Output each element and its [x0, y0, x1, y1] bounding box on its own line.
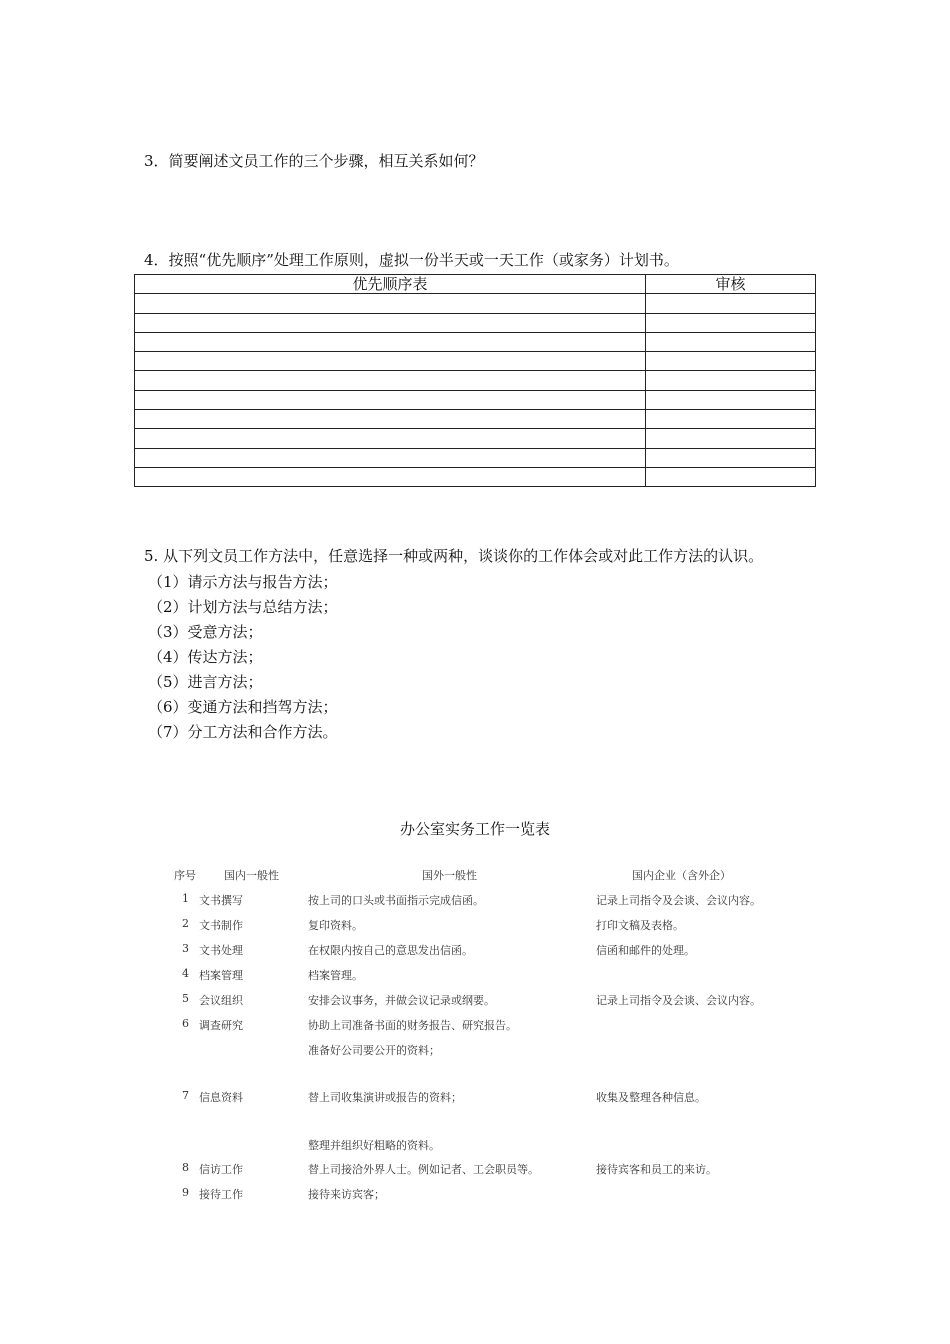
- row-category: 接待工作: [199, 1188, 243, 1201]
- row-number: 2: [182, 917, 189, 930]
- priority-table-row: [135, 448, 816, 467]
- row-category: 调查研究: [199, 1019, 243, 1032]
- row-category: 文书处理: [199, 944, 243, 957]
- method-item: （2）计划方法与总结方法；: [148, 598, 338, 616]
- row-category: 信息资料: [199, 1091, 243, 1104]
- row-enterprise: 记录上司指令及会谈、会议内容。: [596, 894, 761, 907]
- priority-table-row: [135, 294, 816, 313]
- method-item: （5）进言方法；: [148, 673, 263, 691]
- priority-table-header: [135, 275, 816, 294]
- review-cell: [646, 390, 816, 409]
- review-cell: [646, 467, 816, 486]
- header-enterprise: 国内企业（含外企）: [632, 869, 731, 882]
- row-category: 文书制作: [199, 919, 243, 932]
- priority-order-header: 优先顺序表: [135, 275, 646, 294]
- header-foreign: 国外一般性: [422, 869, 477, 882]
- header-domestic: 国内一般性: [224, 869, 279, 882]
- priority-cell: [135, 467, 646, 486]
- row-number: 3: [182, 942, 189, 955]
- priority-cell: [135, 429, 646, 448]
- row-enterprise: 接待宾客和员工的来访。: [596, 1163, 717, 1176]
- priority-table-row: [135, 313, 816, 332]
- row-foreign-extra: 整理并组织好粗略的资料。: [308, 1139, 440, 1152]
- priority-table-row: [135, 332, 816, 351]
- priority-table-row: [135, 371, 816, 390]
- priority-cell: [135, 352, 646, 371]
- row-enterprise: 记录上司指令及会谈、会议内容。: [596, 994, 761, 1007]
- priority-cell: [135, 410, 646, 429]
- priority-cell: [135, 448, 646, 467]
- question-3: 3．简要阐述文员工作的三个步骤，相互关系如何？: [144, 152, 484, 170]
- method-item: （3）受意方法；: [148, 623, 263, 641]
- method-item: （6）变通方法和挡驾方法；: [148, 698, 338, 716]
- header-seq: 序号: [174, 869, 196, 882]
- priority-table-row: [135, 467, 816, 486]
- row-number: 6: [182, 1017, 189, 1030]
- review-cell: [646, 410, 816, 429]
- priority-table-row: [135, 390, 816, 409]
- row-enterprise: 打印文稿及表格。: [596, 919, 684, 932]
- priority-table-row: [135, 429, 816, 448]
- row-category: 信访工作: [199, 1163, 243, 1176]
- row-enterprise: 信函和邮件的处理。: [596, 944, 695, 957]
- review-cell: [646, 313, 816, 332]
- row-number: 8: [182, 1161, 189, 1174]
- office-table-title: 办公室实务工作一览表: [399, 820, 550, 838]
- row-foreign: 在权限内按自己的意思发出信函。: [308, 944, 473, 957]
- row-foreign: 安排会议事务，并做会议记录或纲要。: [308, 994, 495, 1007]
- review-cell: [646, 429, 816, 448]
- method-item: （1）请示方法与报告方法；: [148, 573, 338, 591]
- row-foreign-extra: 准备好公司要公开的资料；: [308, 1044, 440, 1057]
- row-foreign: 协助上司准备书面的财务报告、研究报告。: [308, 1019, 517, 1032]
- priority-table: [134, 274, 816, 487]
- row-foreign: 按上司的口头或书面指示完成信函。: [308, 894, 484, 907]
- question-4: 4．按照“优先顺序”处理工作原则，虚拟一份半天或一天工作（或家务）计划书。: [144, 251, 679, 269]
- review-cell: [646, 371, 816, 390]
- method-item: （4）传达方法；: [148, 648, 263, 666]
- row-foreign: 替上司收集演讲或报告的资料；: [308, 1091, 462, 1104]
- row-foreign: 替上司接洽外界人士。例如记者、工会职员等。: [308, 1163, 539, 1176]
- row-foreign: 接待来访宾客；: [308, 1188, 385, 1201]
- priority-cell: [135, 294, 646, 313]
- review-cell: [646, 448, 816, 467]
- question-5: 5. 从下列文员工作方法中，任意选择一种或两种，谈谈你的工作体会或对此工作方法的认识。: [144, 547, 764, 565]
- priority-table-row: [135, 352, 816, 371]
- row-category: 档案管理: [199, 969, 243, 982]
- row-number: 1: [182, 892, 189, 905]
- row-number: 9: [182, 1186, 189, 1199]
- priority-cell: [135, 313, 646, 332]
- row-foreign: 复印资料。: [308, 919, 363, 932]
- row-foreign: 档案管理。: [308, 969, 363, 982]
- method-list: [148, 570, 338, 745]
- review-header: 审核: [646, 275, 816, 294]
- row-number: 5: [182, 992, 189, 1005]
- review-cell: [646, 294, 816, 313]
- priority-cell: [135, 371, 646, 390]
- row-category: 文书撰写: [199, 894, 243, 907]
- review-cell: [646, 352, 816, 371]
- row-category: 会议组织: [199, 994, 243, 1007]
- priority-cell: [135, 332, 646, 351]
- method-item: （7）分工方法和合作方法。: [148, 723, 338, 741]
- row-enterprise: 收集及整理各种信息。: [596, 1091, 706, 1104]
- review-cell: [646, 332, 816, 351]
- row-number: 7: [182, 1089, 189, 1102]
- priority-cell: [135, 390, 646, 409]
- row-number: 4: [182, 967, 189, 980]
- priority-table-row: [135, 410, 816, 429]
